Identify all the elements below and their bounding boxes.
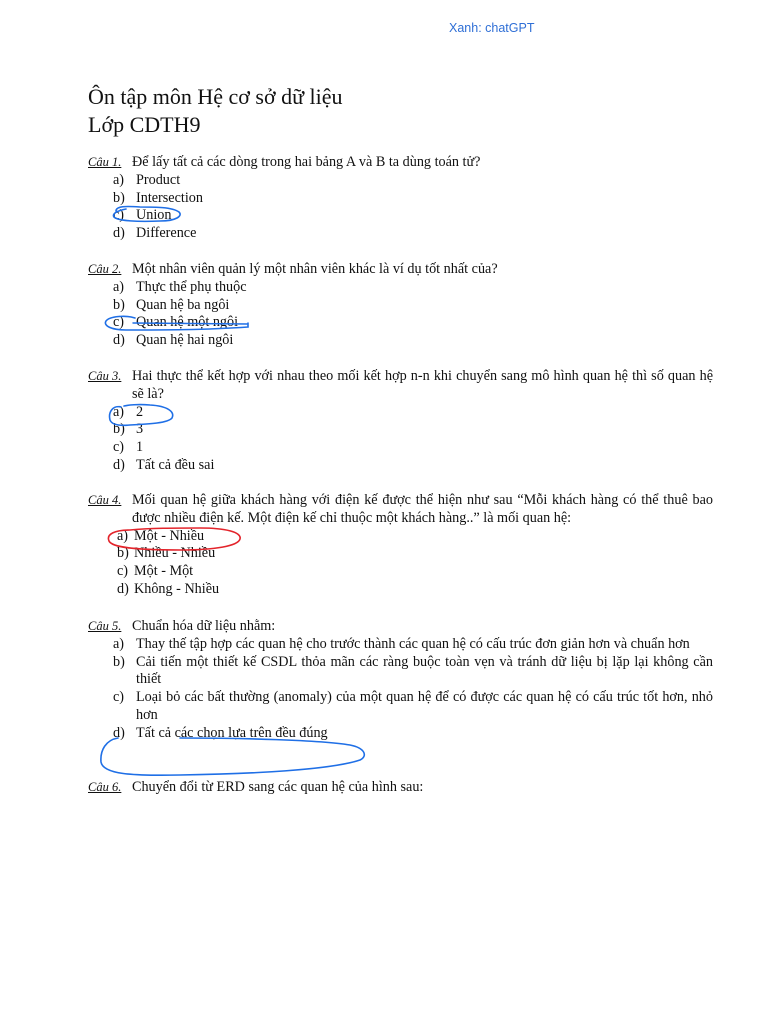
question-2 (88, 261, 713, 350)
question-1 (88, 154, 713, 243)
option-text: Thực thể phụ thuộc (136, 278, 247, 295)
option-b (88, 545, 713, 563)
option-text: Loại bỏ các bất thường (anomaly) của một quan hệ để có được các quan hệ có cấu trúc tốt hơn, nhỏ hơn (136, 689, 713, 723)
option-letter: a) (113, 171, 125, 188)
option-letter: a) (117, 527, 129, 544)
option-d (88, 581, 713, 599)
option-text: Union (136, 207, 172, 224)
option-text: Một - Một (134, 563, 194, 580)
option-letter: d) (113, 332, 125, 349)
option-letter: a) (113, 635, 125, 652)
option-text: 1 (136, 439, 144, 456)
option-letter: d) (113, 225, 125, 242)
annotation-note: Xanh: chatGPT (449, 21, 535, 35)
question-text: Một nhân viên quản lý một nhân viên khác là ví dụ tốt nhất của? (132, 261, 498, 277)
option-text: Một - Nhiều (134, 527, 205, 544)
option-c (88, 207, 713, 225)
option-letter: b) (113, 653, 125, 670)
question-6 (88, 779, 713, 797)
option-a (88, 279, 713, 297)
answer-circle-q5 (101, 738, 364, 775)
question-5 (88, 618, 713, 743)
option-letter: c) (117, 563, 129, 580)
option-c (88, 689, 713, 725)
option-letter: d) (113, 724, 125, 741)
question-text: Hai thực thể kết hợp với nhau theo mối kết hợp n-n khi chuyển sang mô hình quan hệ thì số quan hệ sẽ là? (132, 368, 713, 402)
option-text: Product (136, 171, 181, 188)
option-text: Không - Nhiều (134, 580, 220, 597)
question-4 (88, 492, 713, 599)
option-c (88, 439, 713, 457)
option-a (88, 172, 713, 190)
option-text: 2 (136, 403, 144, 420)
option-text: Tất cả đều sai (136, 456, 215, 473)
option-letter: c) (113, 439, 125, 456)
option-text: Cải tiến một thiết kế CSDL thỏa mãn các ràng buộc toàn vẹn và tránh dữ liệu bị lặp lại không cần thiết (136, 653, 713, 688)
question-text: Chuẩn hóa dữ liệu nhằm: (132, 618, 276, 634)
option-b (88, 297, 713, 315)
option-text: Nhiều - Nhiều (134, 545, 216, 562)
option-text: Tất cả các chọn lựa trên đều đúng (136, 724, 328, 741)
option-a (88, 636, 713, 654)
option-b (88, 421, 713, 439)
option-b (88, 190, 713, 208)
option-d (88, 225, 713, 243)
question-number: Câu 6. (88, 780, 122, 794)
option-text: Difference (136, 225, 197, 242)
question-3 (88, 368, 713, 475)
option-d (88, 332, 713, 350)
option-letter: d) (113, 456, 125, 473)
question-number: Câu 3. (88, 369, 122, 383)
question-number: Câu 1. (88, 155, 122, 169)
question-number: Câu 5. (88, 619, 122, 633)
option-c (88, 314, 713, 332)
option-text: Quan hệ ba ngôi (136, 296, 230, 313)
question-text: Chuyển đổi từ ERD sang các quan hệ của hình sau: (132, 779, 424, 795)
option-text: Quan hệ một ngôi (136, 314, 239, 331)
option-letter: b) (113, 421, 125, 438)
question-number: Câu 2. (88, 262, 122, 276)
option-letter: d) (117, 580, 129, 597)
option-text: Thay thế tập hợp các quan hệ cho trước thành các quan hệ có cấu trúc đơn giản hơn và chuẩn hơn (136, 635, 690, 652)
option-d (88, 457, 713, 475)
option-d (88, 725, 713, 743)
option-text: 3 (136, 421, 144, 438)
option-letter: b) (113, 189, 125, 206)
class-subtitle: Lớp CDTH9 (88, 112, 201, 137)
option-c (88, 563, 713, 581)
option-b (88, 654, 713, 690)
option-letter: c) (113, 689, 125, 706)
option-a (88, 528, 713, 546)
option-text: Intersection (136, 189, 203, 206)
option-letter: a) (113, 403, 125, 420)
option-letter: a) (113, 278, 125, 295)
option-letter: c) (113, 207, 125, 224)
option-letter: c) (113, 314, 125, 331)
question-number: Câu 4. (88, 493, 122, 507)
option-letter: b) (117, 545, 129, 562)
question-text: Để lấy tất cả các dòng trong hai bảng A và B ta dùng toán tử? (132, 154, 481, 170)
page-title: Ôn tập môn Hệ cơ sở dữ liệu (88, 84, 343, 109)
option-text: Quan hệ hai ngôi (136, 332, 234, 349)
question-text: Mối quan hệ giữa khách hàng với điện kế được thể hiện như sau “Mỗi khách hàng có thể thuê bao được nhiều điện kế. Một điện kế chỉ thuộc một khách hàng..” là mối quan hệ: (132, 492, 713, 526)
option-letter: b) (113, 296, 125, 313)
option-a (88, 404, 713, 422)
